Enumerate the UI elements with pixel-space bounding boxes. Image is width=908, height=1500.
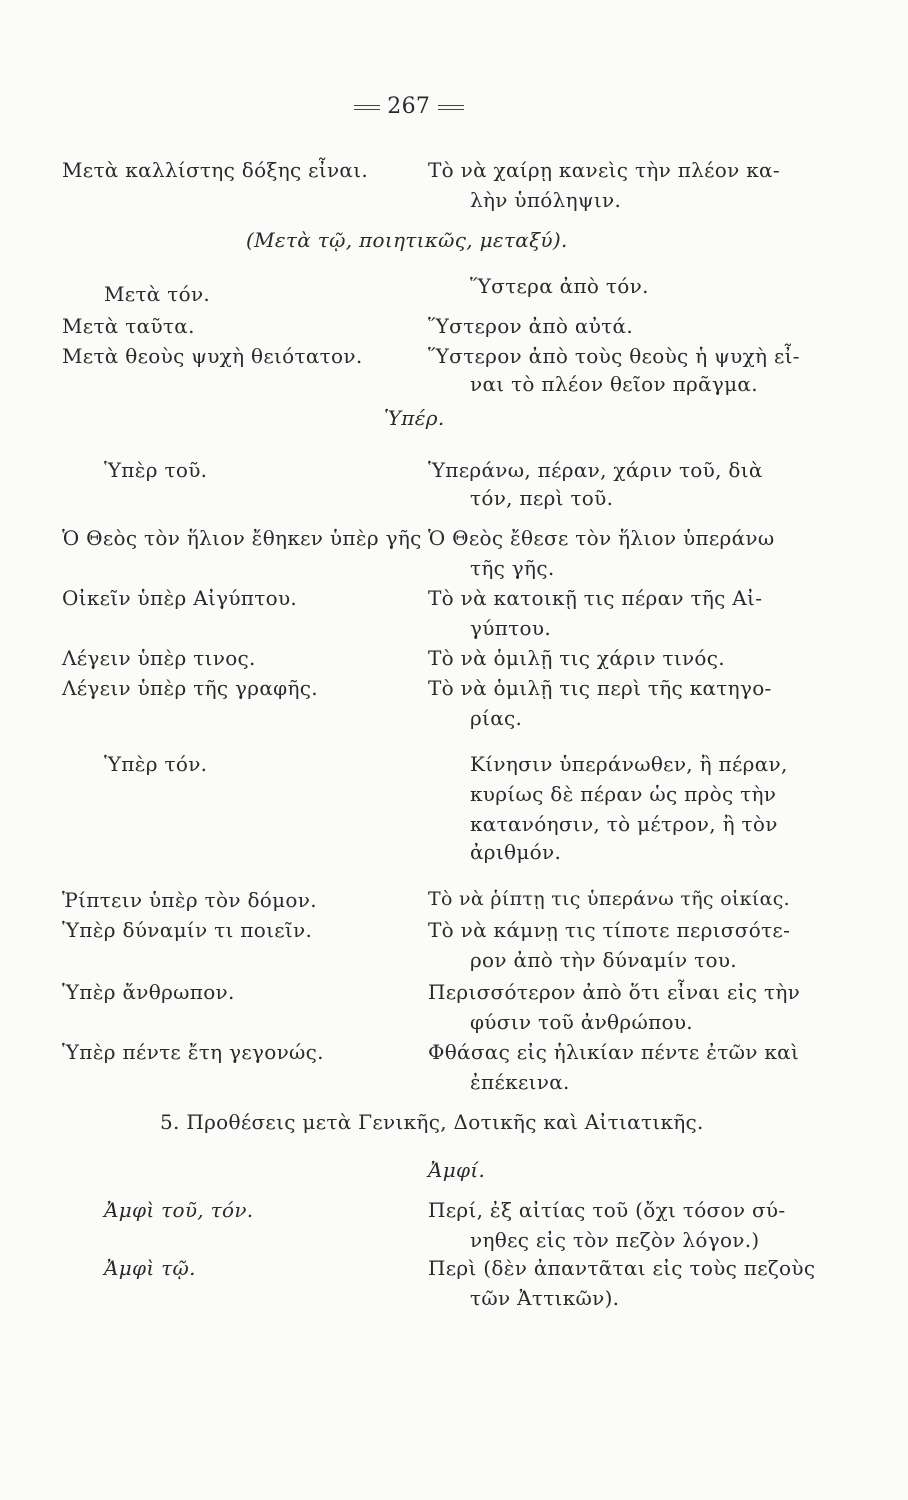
right-line: ρον ἀπὸ τὴν δύναμίν του. [470, 948, 737, 972]
right-line: λὴν ὑπόληψιν. [470, 188, 622, 212]
right-line: Τὸ νὰ ὁμιλῇ τις χάριν τινός. [428, 646, 725, 670]
page-number-text: 267 [387, 94, 431, 119]
right-line: ἀριθμόν. [470, 840, 562, 864]
right-line: Τὸ νὰ ὁμιλῇ τις περὶ τῆς κατηγο- [428, 676, 772, 700]
right-line: τῆς γῆς. [470, 556, 555, 580]
left-line: Ὑπὲρ πέντε ἔτη γεγονώς. [62, 1040, 324, 1064]
left-line: Ὑπὲρ ἄνθρωπον. [62, 980, 235, 1004]
left-line: Ἀμφὶ τῷ. [104, 1256, 196, 1280]
right-line: Ὕστερον ἀπὸ τοὺς θεοὺς ἡ ψυχὴ εἶ- [428, 344, 800, 368]
right-line: ρίας. [470, 706, 523, 730]
left-line: Μετὰ θεοὺς ψυχὴ θειότατον. [62, 344, 363, 368]
page-number-rule-right [438, 105, 464, 110]
left-line: Οἰκεῖν ὑπὲρ Αἰγύπτου. [62, 586, 298, 610]
left-line: Ὑπὲρ δύναμίν τι ποιεῖν. [62, 918, 313, 942]
right-line: ναι τὸ πλέον θεῖον πρᾶγμα. [470, 372, 758, 396]
left-line: Λέγειν ὑπὲρ τινος. [62, 646, 256, 670]
page-number [354, 94, 464, 119]
left-line: Ὑπὲρ τόν. [104, 752, 208, 776]
right-line: ἐπέκεινα. [470, 1070, 570, 1094]
right-line: Ὕστερον ἀπὸ αὐτά. [428, 314, 634, 338]
meta-heading: (Μετὰ τῷ, ποιητικῶς, μεταξύ). [246, 228, 568, 252]
left-line: Λέγειν ὑπὲρ τῆς γραφῆς. [62, 676, 318, 700]
right-line: κατανόησιν, τὸ μέτρον, ἢ τὸν [470, 812, 778, 836]
left-line: Ἀμφὶ τοῦ, τόν. [104, 1198, 254, 1222]
left-line: Ὁ Θεὸς τὸν ἥλιον ἔθηκεν ὑπὲρ γῆς [62, 526, 422, 550]
right-line: Περισσότερον ἀπὸ ὅτι εἶναι εἰς τὴν [428, 980, 801, 1004]
right-line: Τὸ νὰ ῥίπτῃ τις ὑπεράνω τῆς οἰκίας. [428, 888, 791, 910]
hyper-heading: Ὑπέρ. [384, 406, 445, 430]
right-line: νηθες εἰς τὸν πεζὸν λόγον.) [470, 1228, 760, 1252]
right-line: Τὸ νὰ κατοικῇ τις πέραν τῆς Αἰ- [428, 586, 763, 610]
right-line: Ὕστερα ἀπὸ τόν. [470, 274, 649, 298]
left-line: Ὑπὲρ τοῦ. [104, 458, 208, 482]
page-number-rule-left [354, 105, 380, 110]
right-line: Τὸ νὰ κάμνῃ τις τίποτε περισσότε- [428, 918, 791, 942]
right-line: τῶν Ἀττικῶν). [470, 1286, 620, 1310]
right-line: Τὸ νὰ χαίρῃ κανεὶς τὴν πλέον κα- [428, 158, 780, 182]
section-heading: 5. Προθέσεις μετὰ Γενικῆς, Δοτικῆς καὶ Αἰτιατικῆς. [160, 1110, 704, 1134]
left-line: Μετὰ τόν. [104, 282, 211, 306]
right-line: Περί, ἐξ αἰτίας τοῦ (ὄχι τόσον σύ- [428, 1198, 786, 1222]
amphi-heading: Ἀμφί. [428, 1158, 486, 1182]
right-line: Ὁ Θεὸς ἔθεσε τὸν ἥλιον ὑπεράνω [428, 526, 775, 550]
left-line: Ῥίπτειν ὑπὲρ τὸν δόμον. [62, 888, 317, 912]
left-line: Μετὰ καλλίστης δόξης εἶναι. [62, 158, 369, 182]
right-line: Περὶ (δὲν ἀπαντᾶται εἰς τοὺς πεζοὺς [428, 1256, 816, 1280]
right-line: τόν, περὶ τοῦ. [470, 486, 614, 510]
right-line: φύσιν τοῦ ἀνθρώπου. [470, 1010, 693, 1034]
right-line: γύπτου. [470, 616, 551, 640]
right-line: Κίνησιν ὑπεράνωθεν, ἢ πέραν, [470, 752, 788, 776]
right-line: κυρίως δὲ πέραν ὡς πρὸς τὴν [470, 782, 777, 806]
left-line: Μετὰ ταῦτα. [62, 314, 195, 338]
right-line: Φθάσας εἰς ἡλικίαν πέντε ἐτῶν καὶ [428, 1040, 800, 1064]
right-line: Ὑπεράνω, πέραν, χάριν τοῦ, διὰ [428, 458, 763, 482]
